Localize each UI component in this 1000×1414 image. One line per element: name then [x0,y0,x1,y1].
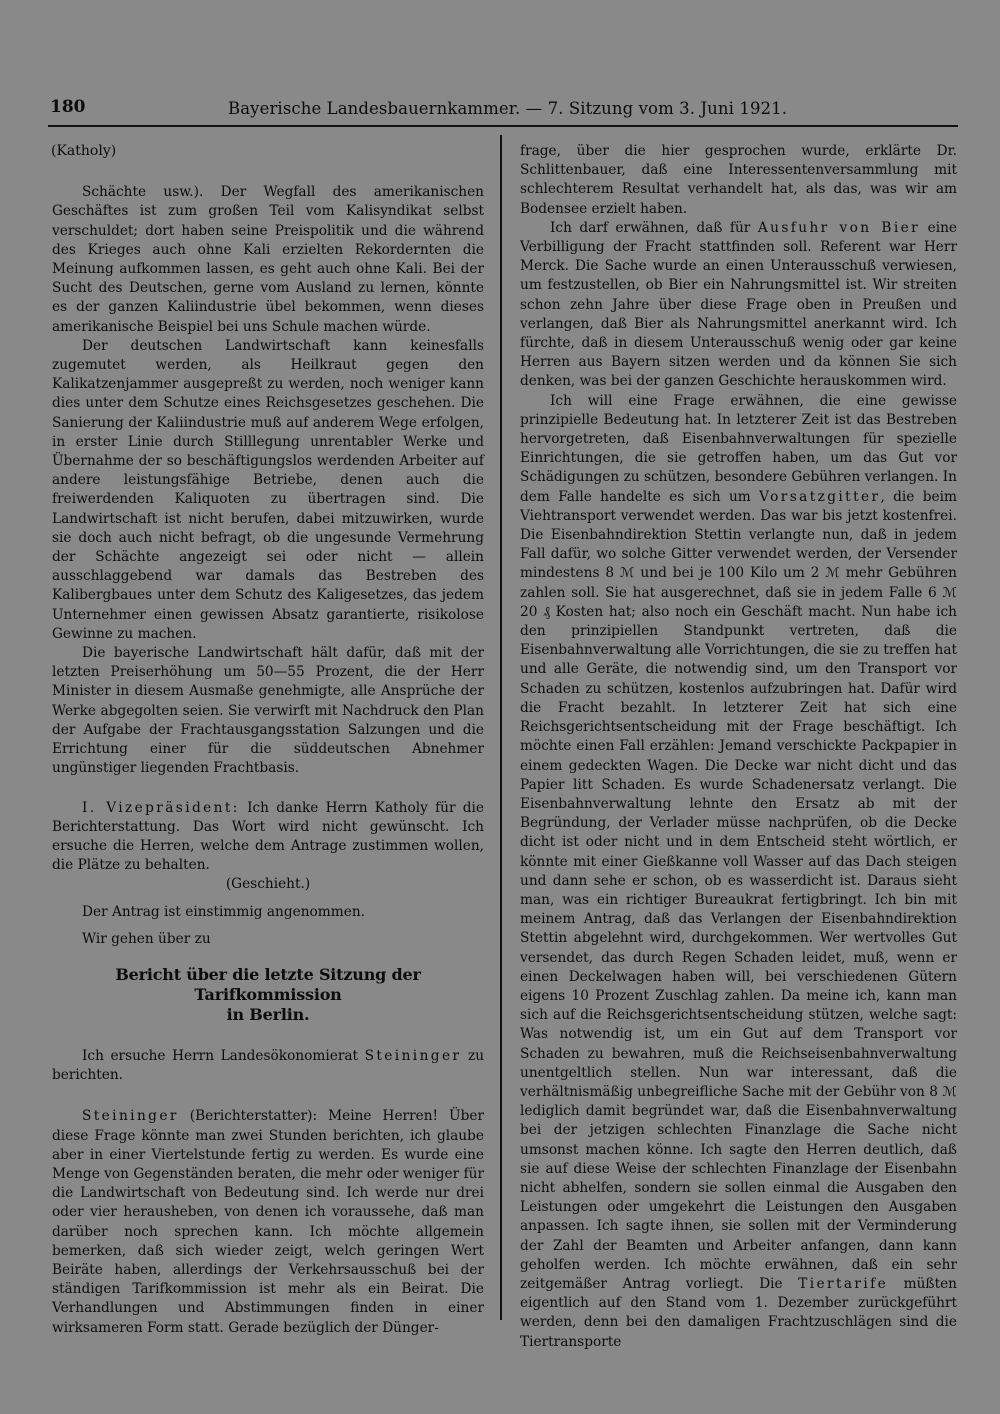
emphasis: Tiertarife [798,1275,889,1292]
left-column [52,142,484,1338]
paragraph [520,219,957,392]
speaker-name: I. Vizepräsident: [82,799,240,816]
emphasis: Vorsatzgitter [759,488,881,505]
paragraph-text: (Berichterstatter): Meine Herren! Über diese Frage könnte man zwei Stunden berichten, ich glaube aber in einer Viertelstunde fertig zu werden. Es wurde eine Menge von Gegenständen beraten, die mehr oder weniger für die Landwirtschaft von Bedeutung sind. Ich werde nur drei oder vier herausheben, von denen ich voraussehe, daß man darüber noch sprechen kann. Ich möchte allgemein bemerken, daß sich wieder zeigt, welch geringen Wert Beiräte haben, allerdings der Verkehrsausschuß bei der ständigen Tarifkommission ist mehr als ein Beirat. Die Verhandlungen und Abstimmungen finden in einer wirksameren Form statt. Gerade bezüglich der Dünger- [52,1108,484,1336]
column-divider [500,135,502,1320]
paragraph [520,392,957,1352]
right-column [520,142,957,1352]
paragraph-text: zu berichten. [52,1047,485,1084]
page-number: 180 [50,97,86,117]
section-heading [52,965,484,1025]
header-rule [48,125,958,127]
paragraph-text: Ich darf erwähnen, daß für [550,219,751,236]
paragraph-text: , die beim Viehtransport verwendet werden. Das war bis jetzt kostenfrei. Die Eisenbahndirektion Stettin verlangte nun, daß in jedem Fall dafür, wo solche Gitter verwendet werden, der Versender mindestens 8 ℳ und bei je 100 Kilo um 2 ℳ mehr Gebühren zahlen soll. Sie hat ausgerechnet, daß sie in jedem Falle 6 ℳ 20 ₰ Kosten hat; also noch ein Geschäft macht. Nun habe ich den prinzipiellen Standpunkt vertreten, daß die Eisenbahnverwaltung alle Vorrichtungen, die sie zu treffen hat und alle Geräte, die notwendig sind, um den Transport vor Schaden zu schützen, kostenlos aufzubringen hat. Dafür wird die Fracht bezahlt. In letzterer Zeit hat sich eine Reichsgerichtsentscheidung mit der Frage beschäftigt. Ich möchte einen Fall erzählen: Jemand verschickte Packpapier in einem gedeckten Wagen. Die Decke war nicht dicht und das Papier litt Schaden. Es wurde Schadenersatz verlangt. Die Eisenbahnverwaltung lehnte den Ersatz ab mit der Begründung, der Verlader müsse nachprüfen, ob die Decke dicht ist oder nicht und in dem Entscheid steht wörtlich, er könnte mit einer Gießkanne voll Wasser auf das Dach steigen und dann sehe er schon, ob es wasserdicht ist. Daraus sieht man, was ein richtiger Bureaukrat fertigbringt. Ich bin mit meinem Antrag, daß das Verlangen der Eisenbahndirektion Stettin abgelehnt wird, durchgekommen. Wer wertvolles Gut versendet, das durch Regen Schaden leidet, muß, wenn er einen Deckelwagen haben will, bei verschiedenen Gütern eigens 10 Prozent Zuschlag zahlen. Da meine ich, kann man sich auf die Reichsgerichtsentscheidung stützen, welche sagt: Was notwendig ist, um ein Gut auf dem Transport vor Schaden zu bewahren, muß die Reichseisenbahnverwaltung unentgeltlich stellen. Nun war interessant, daß die verhältnismäßig unbegreifliche Sache mit der Gebühr von 8 ℳ lediglich damit begründet war, daß die Eisenbahnverwaltung bei der jetzigen schlechten Finanzlage die Sache nicht umsonst machen könne. Ich sagte den Herren deutlich, daß sie auf diese Weise der schlechten Finanzlage der Eisenbahn nicht abhelfen, sondern sie sollen einmal die Ausgaben den Leistungen oder umgekehrt die Leistungen den Ausgaben anpassen. Ich sagte ihnen, sie sollen mit der Verminderung der Zahl der Beamten und Arbeiter anfangen, dann kann geholfen werden. Ich möchte erwähnen, daß ein sehr zeitgemäßer Antrag vorliegt. Die [520,488,957,1292]
paragraph-text: eine Verbilligung der Fracht stattfinden soll. Referent war Herr Merck. Die Sache wurde an einen Unterausschuß verwiesen, um festzustellen, ob Bier ein Nahrungsmittel ist. Wir streiten schon zehn Jahre über diese Frage oben in Preußen und verlangen, daß Bier als Nahrungsmittel anerkannt wird. Ich fürchte, daß in diesem Unterausschuß wenig oder gar keine Herren aus Bayern sitzen werden und da können Sie sich denken, was bei der ganzen Geschichte herauskommen wird. [520,219,958,390]
paragraph: Der Antrag ist einstimmig angenommen. [82,903,365,920]
paragraph: Schächte usw.). Der Wegfall des amerikanischen Geschäftes ist zum großen Teil vom Kalisyndikat selbst verschuldet; dort haben seine Preispolitik und die während des Krieges auch ohne Kali erzielten Rekordernten die Meinung aufkommen lassen, es geht auch ohne Kali. Bei der Sucht des Deutschen, gerne vom Ausland zu lernen, könnte es der ganzen Kaliindustrie übel bekommen, wenn dieses amerikanische Beispiel bei uns Schule machen würde. [52,184,484,335]
speaker-name: Steininger [364,1047,462,1064]
paragraph-text: Ich will eine Frage erwähnen, die eine gewisse prinzipielle Bedeutung hat. In letzterer Zeit ist das Bestreben hervorgetreten, daß Eisenbahnverwaltungen für spezielle Einrichtungen, die sie getroffen haben, um das Gut vor Schädigungen zu schützen, besondere Gebühren verlangen. In dem Falle handelte es sich um [520,392,957,505]
paragraph [52,1107,484,1337]
paragraph-text: Ich ersuche Herrn Landesökonomierat [82,1047,359,1064]
paragraph-text: Ich danke Herrn Katholy für die Berichterstattung. Das Wort wird nicht gewünscht. Ich ersuche die Herren, welche dem Antrage zustimmen wollen, die Plätze zu behalten. [52,799,485,874]
speaker-tag: (Katholy) [51,143,117,159]
paragraph: Die bayerische Landwirtschaft hält dafür, daß mit der letzten Preiserhöhung um 50—55 Prozent, die der Herr Minister in diesem Ausmaße genehmigte, alle Ansprüche der Werke abgegolten seien. Sie verwirft mit Nachdruck den Plan der Aufgabe der Frachtausgangsstation Salzungen und die Errichtung einer für die süddeutschen Abnehmer ungünstiger liegenden Frachtbasis. [52,645,484,777]
paragraph: Der deutschen Landwirtschaft kann keinesfalls zugemutet werden, als Heilkraut gegen den Kalikatzenjammer ausgepreßt zu werden, noch weniger kann dies unter dem Schutze eines Reichsgesetzes geschehen. Die Sanierung der Kaliindustrie muß auf anderem Wege erfolgen, in erster Linie durch Stilllegung unrentabler Werke und Übernahme der so beschäftigungslos werdenden Arbeiter auf andere leistungsfähige Betriebe, denen auch die freiwerdenden Kaliquoten zu übertragen sind. Die Landwirtschaft ist nicht berufen, dabei mitzuwirken, wurde sie doch auch nicht befragt, ob die ungesunde Vermehrung der Schächte angezeigt sei oder nicht — allein ausschlaggebend war damals das Bestreben des Kalibergbaues unter dem Schutz des Kaligesetzes, das jedem Unternehmer einen gewissen Absatz garantierte, risikolose Gewinne zu machen. [52,337,484,642]
paragraph-text: müßten eigentlich auf den Stand vom 1. Dezember zurückgeführt werden, denn bei den damaligen Frachtzuschlägen sind die Tiertransporte [520,1275,957,1350]
paragraph [52,1047,484,1085]
section-heading-line: Bericht über die letzte Sitzung der Tarifkommission [115,964,421,1004]
running-head: Bayerische Landesbauernkammer. — 7. Sitzung vom 3. Juni 1921. [228,99,788,118]
paragraph [52,799,484,876]
paragraph: frage, über die hier gesprochen wurde, erklärte Dr. Schlittenbauer, daß eine Interessentenversammlung mit schlechterem Resultat verhandelt hat, als das, was wir am Bodensee erzielt haben. [520,143,957,217]
speaker-name: Steininger [82,1108,179,1125]
section-heading-line: in Berlin. [226,1004,310,1024]
stage-note: (Geschieht.) [225,876,311,893]
paragraph: Wir gehen über zu [82,930,211,947]
emphasis: Ausfuhr von Bier [757,219,921,236]
